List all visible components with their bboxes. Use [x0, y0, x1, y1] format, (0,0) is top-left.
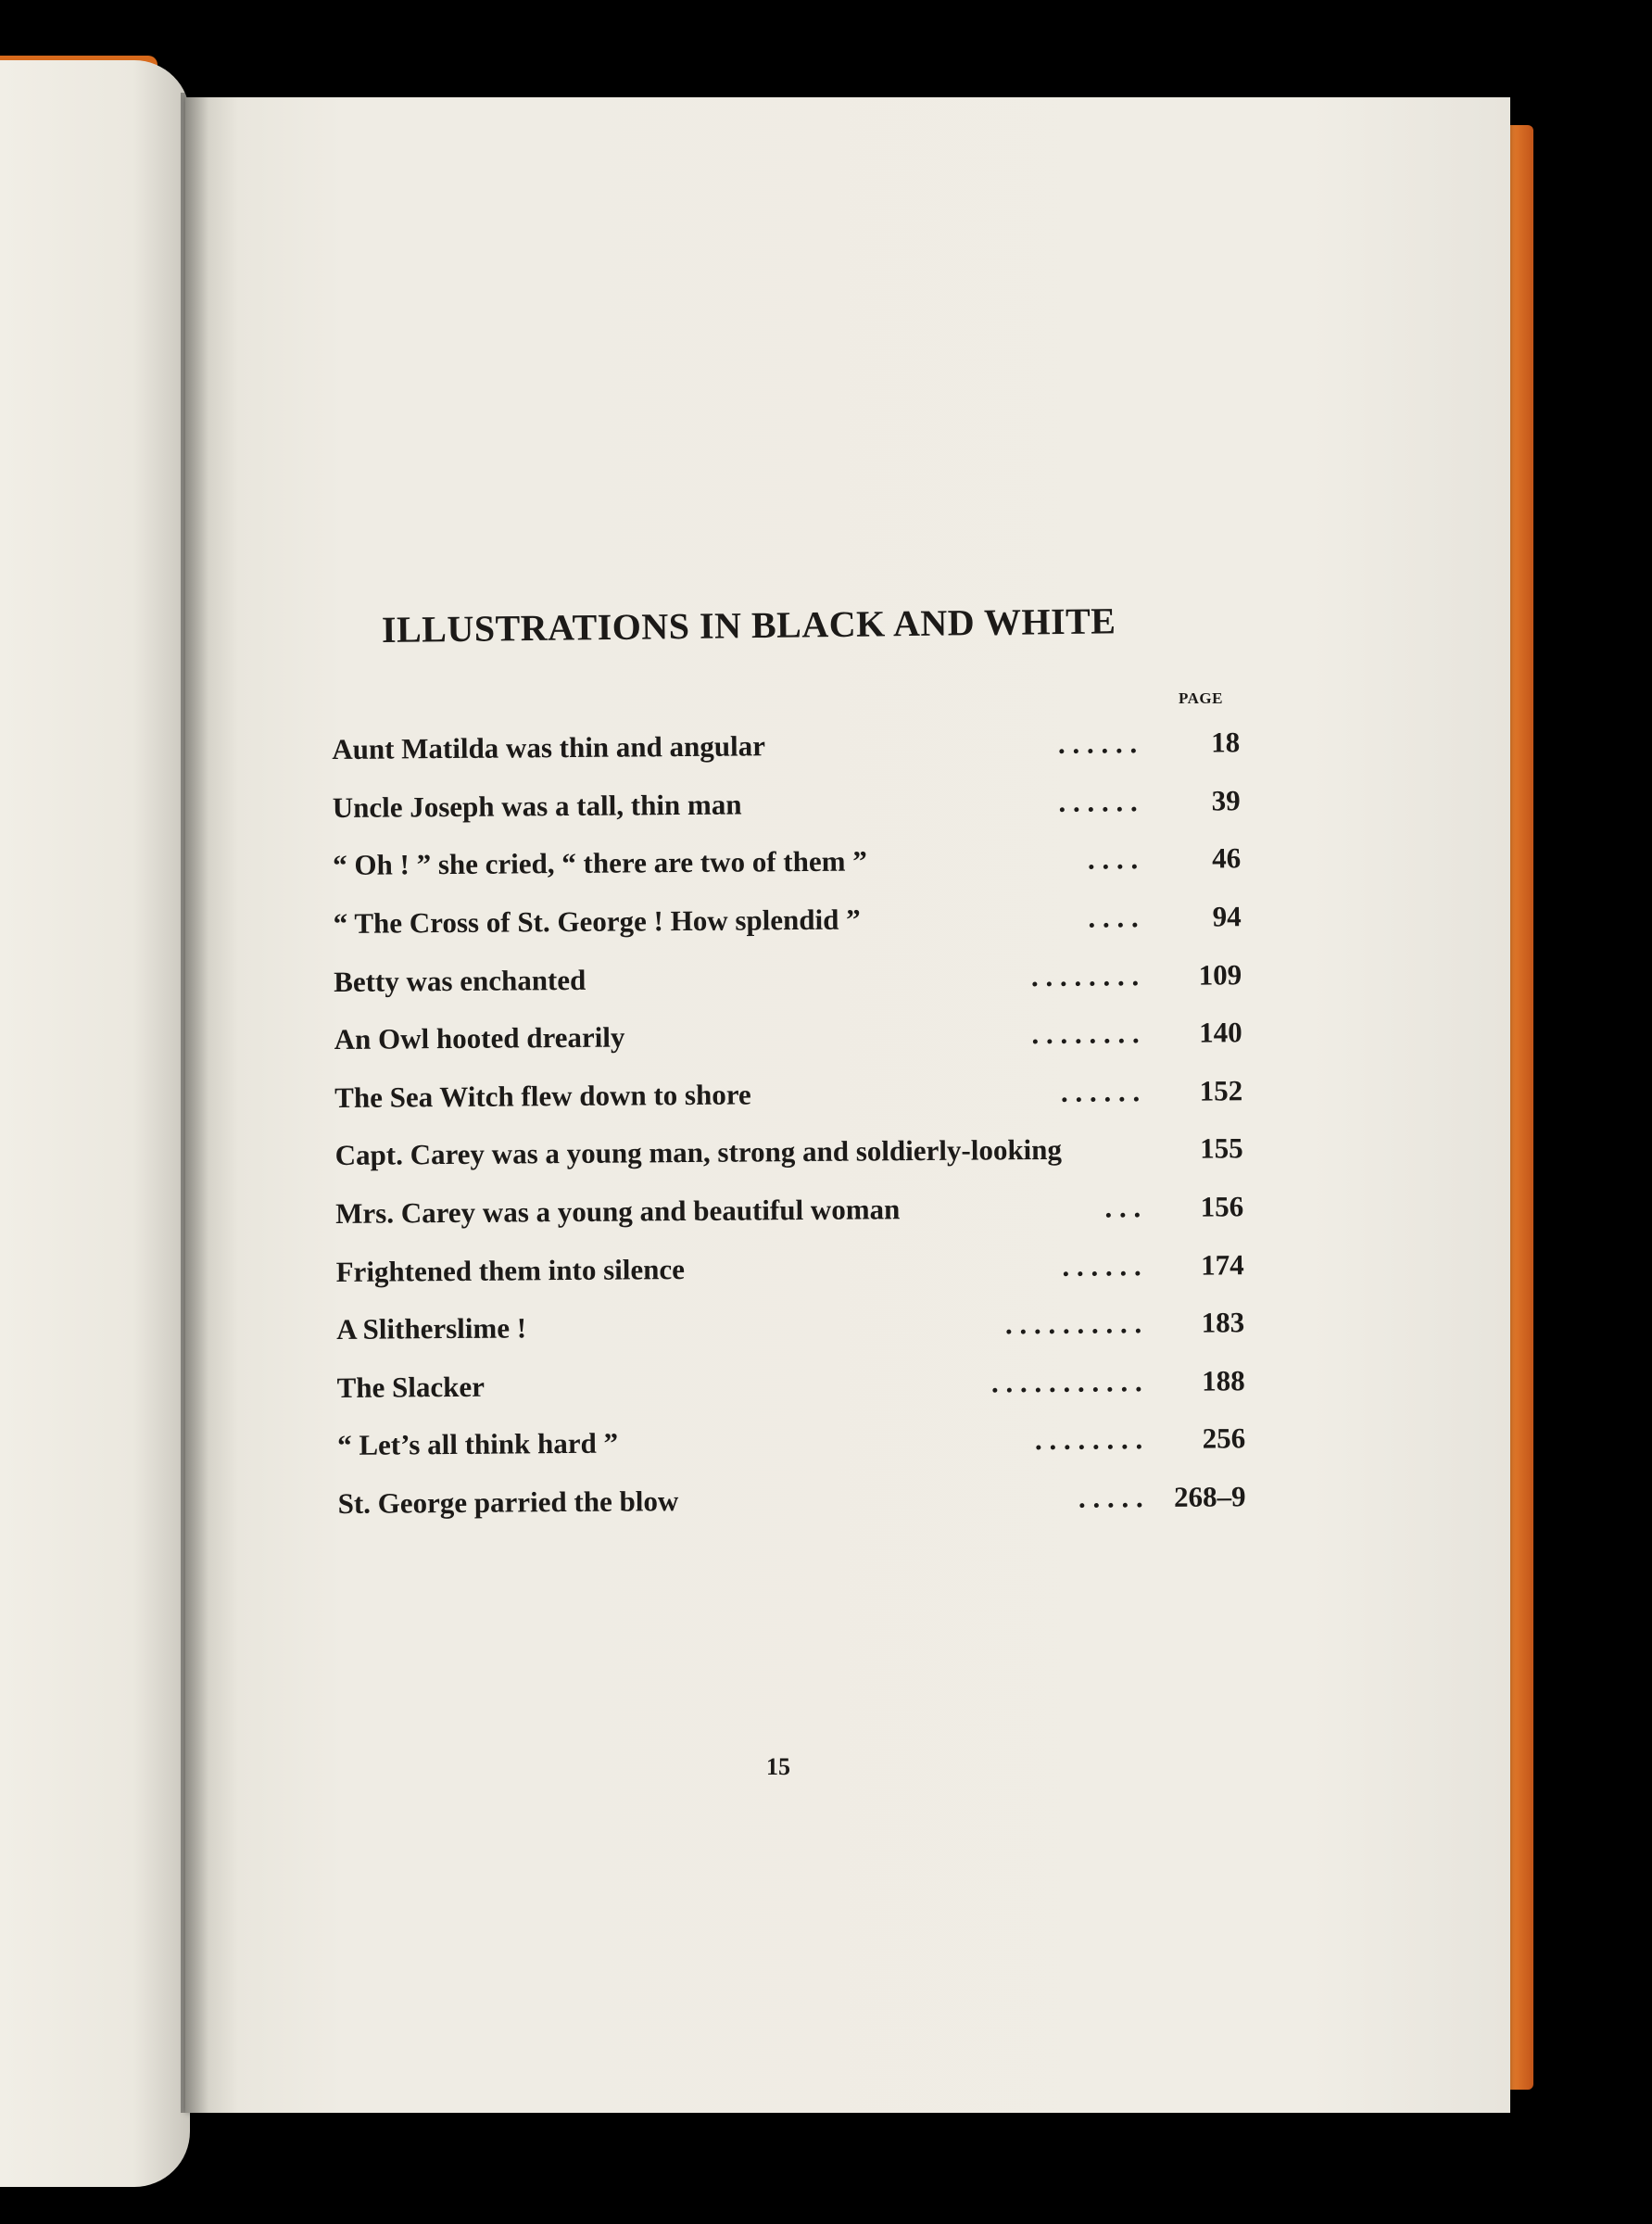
dot-leader — [1062, 1149, 1155, 1150]
list-entry — [334, 1062, 1242, 1127]
entry-page-number: 140 — [1199, 1016, 1242, 1049]
entry-page-number: 183 — [1201, 1306, 1245, 1339]
dot-leader: . . . . — [1087, 842, 1139, 877]
entry-page-number: 256 — [1202, 1422, 1246, 1456]
entry-title: Betty was enchanted — [334, 963, 586, 998]
entry-page-number: 94 — [1212, 900, 1242, 933]
entry-page-number: 155 — [1200, 1131, 1243, 1166]
list-entry — [334, 1004, 1242, 1068]
dot-leader: . . . — [1104, 1191, 1141, 1224]
dot-leader: . . . . . . — [1058, 785, 1138, 818]
entry-page-number: 46 — [1212, 841, 1242, 876]
entry-title: Capt. Carey was a young man, strong and soldierly-looking — [334, 1133, 1063, 1172]
entry-page-number: 18 — [1211, 726, 1241, 759]
dot-leader: . . . . . . . . . . . — [990, 1364, 1142, 1399]
entry-title: St. George parried the blow — [337, 1485, 679, 1520]
entry-page-number: 188 — [1201, 1364, 1245, 1397]
dot-leader: . . . . . . . . — [1034, 1422, 1143, 1457]
dot-leader: . . . . . . — [1060, 1075, 1141, 1108]
list-entry — [337, 1409, 1245, 1474]
entry-title: Uncle Joseph was a tall, thin man — [332, 788, 742, 824]
dot-leader: . . . . . . . . . . — [1004, 1307, 1142, 1341]
dot-leader: . . . . . . . . — [1030, 958, 1140, 992]
entry-page-number: 109 — [1198, 957, 1242, 992]
entry-title: Aunt Matilda was thin and angular — [332, 729, 766, 766]
list-entry — [336, 1294, 1244, 1358]
list-entry — [335, 1236, 1243, 1301]
entry-title: Mrs. Carey was a young and beautiful woman — [335, 1193, 901, 1231]
list-entry — [332, 772, 1240, 837]
entry-title: The Slacker — [336, 1370, 486, 1404]
entry-page-number: 152 — [1199, 1074, 1243, 1107]
entry-page-number: 174 — [1201, 1247, 1244, 1282]
dot-leader: . . . . . . — [1057, 727, 1138, 761]
entry-title: Frightened them into silence — [335, 1252, 686, 1288]
list-entry — [337, 1468, 1245, 1533]
list-entry — [334, 946, 1242, 1011]
list-entry — [335, 1178, 1243, 1243]
entry-title: The Sea Witch flew down to shore — [334, 1078, 751, 1114]
entry-title: An Owl hooted drearily — [334, 1020, 625, 1056]
list-entry — [336, 1352, 1244, 1417]
entry-page-number: 156 — [1200, 1190, 1244, 1223]
entry-title: “ Oh ! ” she cried, “ there are two of them ” — [333, 844, 867, 882]
dot-leader: . . . . . — [1078, 1481, 1143, 1514]
entry-title: A Slitherslime ! — [336, 1311, 527, 1346]
list-entry — [333, 888, 1241, 953]
gutter-shadow — [181, 93, 208, 2113]
dot-leader: . . . . . . . . — [1031, 1017, 1140, 1051]
page-column-label: PAGE — [1179, 689, 1223, 707]
dot-leader: . . . . — [1088, 901, 1139, 934]
page-heading: ILLUSTRATIONS IN BLACK AND WHITE — [381, 600, 1116, 651]
entry-title: “ Let’s all think hard ” — [337, 1427, 619, 1462]
illustrations-list — [332, 714, 1246, 1533]
dot-leader: . . . . . . — [1062, 1248, 1141, 1283]
list-entry — [332, 714, 1240, 778]
entry-title: “ The Cross of St. George ! How splendid ” — [333, 903, 861, 941]
page-number-folio: 15 — [766, 1753, 790, 1780]
list-entry — [333, 829, 1241, 894]
left-page — [0, 60, 190, 2187]
entry-page-number: 39 — [1211, 784, 1241, 817]
list-entry — [334, 1119, 1242, 1184]
entry-page-number: 268–9 — [1173, 1480, 1246, 1513]
